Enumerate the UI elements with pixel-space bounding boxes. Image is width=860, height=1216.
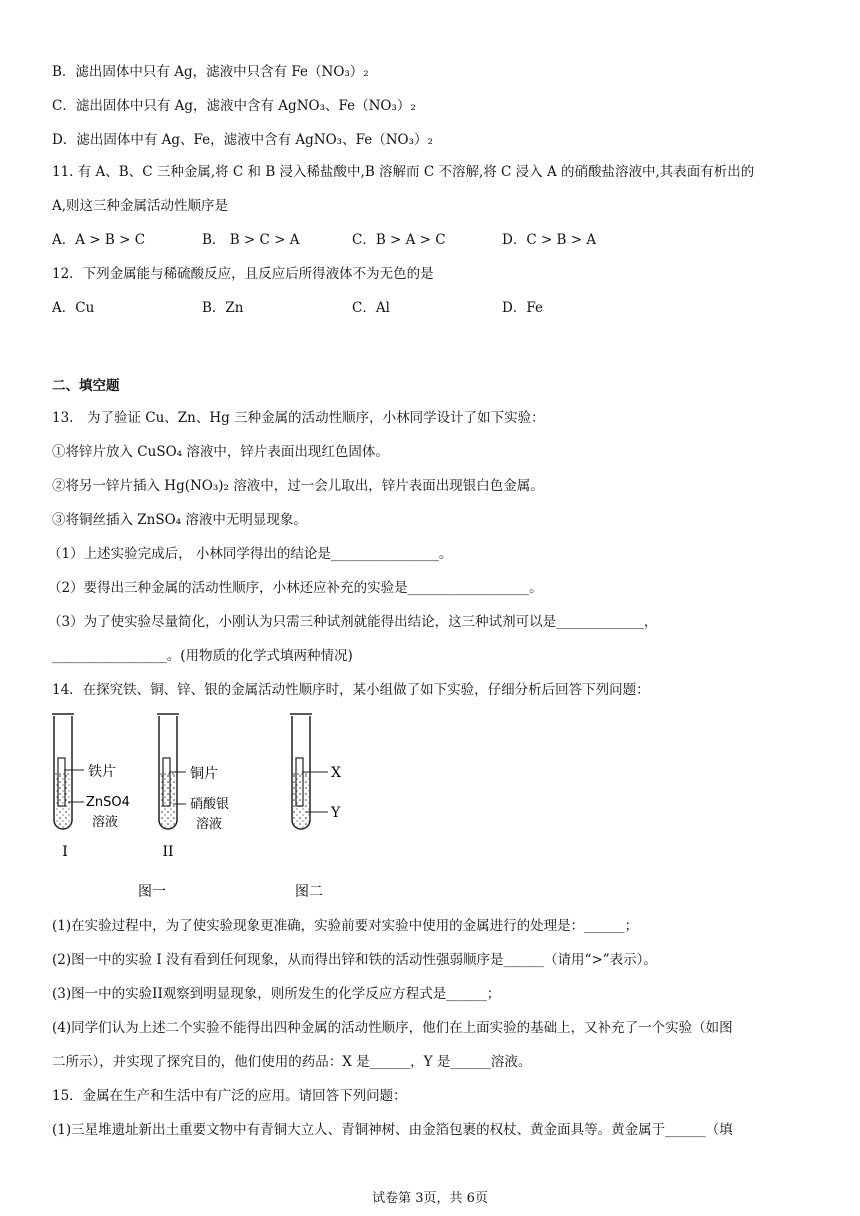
label-roman-i: I (62, 844, 68, 860)
label-iron-strip: 铁片 (88, 764, 116, 780)
q10-option-d: D．滤出固体中有 Ag、Fe，滤液中含有 AgNO₃、Fe（NO₃）₂ (52, 132, 433, 148)
label-znso4: ZnSO4 (86, 795, 130, 810)
q13-sub-question-3-line2: _________________。(用物质的化学式填两种情况) (52, 648, 353, 664)
q10-option-b: B．滤出固体中只有 Ag，滤液中只含有 Fe（NO₃）₂ (52, 64, 369, 80)
test-tube-2 (157, 714, 186, 829)
q12-option-a: A．Cu (52, 300, 95, 316)
q13-sub-question-2: （2）要得出三种金属的活动性顺序，小林还应补充的实验是__________________。 (48, 580, 543, 596)
q14-sub-question-4-line2: 二所示），并实现了探究目的，他们使用的药品：X 是______，Y 是______溶液。 (52, 1054, 532, 1070)
test-tube-figure (40, 708, 380, 908)
caption-figure-2: 图二 (295, 884, 323, 900)
q10-option-c: C．滤出固体中只有 Ag，滤液中含有 AgNO₃、Fe（NO₃）₂ (52, 98, 416, 114)
q13-stem: 13. 为了验证 Cu、Zn、Hg 三种金属的活动性顺序，小林同学设计了如下实验： (52, 410, 545, 426)
q14-sub-question-2: (2)图一中的实验 I 没有看到任何现象，从而得出锌和铁的活动性强弱顺序是______（请用“>”表示）。 (52, 952, 657, 968)
q11-stem-line2: A,则这三种金属活动性顺序是 (52, 198, 229, 214)
page-footer: 试卷第 3页，共 6页 (372, 1191, 488, 1206)
q13-experiment-3: ③将铜丝插入 ZnSO₄ 溶液中无明显现象。 (52, 512, 307, 528)
test-tube-1 (52, 714, 84, 829)
q14-sub-question-3: (3)图一中的实验II观察到明显现象，则所发生的化学反应方程式是______； (52, 986, 501, 1002)
q14-sub-question-4-line1: (4)同学们认为上述二个实验不能得出四种金属的活动性顺序，他们在上面实验的基础上，又补充了一个实验（如图 (52, 1020, 733, 1036)
q11-option-b: B． B > C > A (202, 232, 300, 248)
q15-sub-question-1: (1)三星堆遗址新出土重要文物中有青铜大立人、青铜神树、由金箔包裹的权杖、黄金面具等。黄金属于______（填 (52, 1122, 733, 1138)
q11-option-c: C．B > A > C (352, 232, 446, 248)
q12-option-d: D．Fe (502, 300, 543, 316)
q14-sub-question-1: (1)在实验过程中，为了使实验现象更准确，实验前要对实验中使用的金属进行的处理是：______； (52, 918, 639, 934)
q12-option-c: C．Al (352, 300, 390, 316)
q13-sub-question-3-line1: （3）为了使实验尽量简化，小刚认为只需三种试剂就能得出结论，这三种试剂可以是_____________， (48, 614, 658, 630)
label-copper-strip: 铜片 (190, 766, 218, 782)
label-y: Y (331, 805, 341, 821)
label-roman-ii: II (162, 844, 174, 860)
q14-stem: 14．在探究铁、铜、锌、银的金属活动性顺序时，某小组做了如下实验，仔细分析后回答下列问题： (52, 682, 650, 698)
q11-option-a: A．A > B > C (52, 232, 146, 248)
section-title-fill-in: 二、填空题 (52, 378, 120, 394)
q12-option-b: B．Zn (202, 300, 244, 316)
caption-figure-1: 图一 (138, 884, 166, 900)
label-solution-1: 溶液 (92, 815, 119, 830)
q11-stem-line1: 11. 有 A、B、C 三种金属,将 C 和 B 浸入稀盐酸中,B 溶解而 C 不溶解,将 C 浸入 A 的硝酸盐溶液中,其表面有析出的 (52, 164, 755, 180)
label-solution-2: 溶液 (196, 817, 223, 832)
q13-experiment-2: ②将另一锌片插入 Hg(NO₃)₂ 溶液中，过一会儿取出，锌片表面出现银白色金属。 (52, 478, 544, 494)
label-silver-nitrate: 硝酸银 (190, 797, 230, 812)
label-x: X (331, 765, 341, 781)
q15-stem: 15．金属在生产和生活中有广泛的应用。请回答下列问题： (52, 1088, 407, 1104)
test-tube-3 (290, 714, 328, 829)
q11-option-d: D．C > B > A (502, 232, 597, 248)
q13-sub-question-1: （1）上述实验完成后， 小林同学得出的结论是________________。 (48, 546, 453, 562)
q13-experiment-1: ①将锌片放入 CuSO₄ 溶液中，锌片表面出现红色固体。 (52, 444, 389, 460)
q12-stem: 12．下列金属能与稀硫酸反应，且反应后所得液体不为无色的是 (52, 266, 434, 282)
